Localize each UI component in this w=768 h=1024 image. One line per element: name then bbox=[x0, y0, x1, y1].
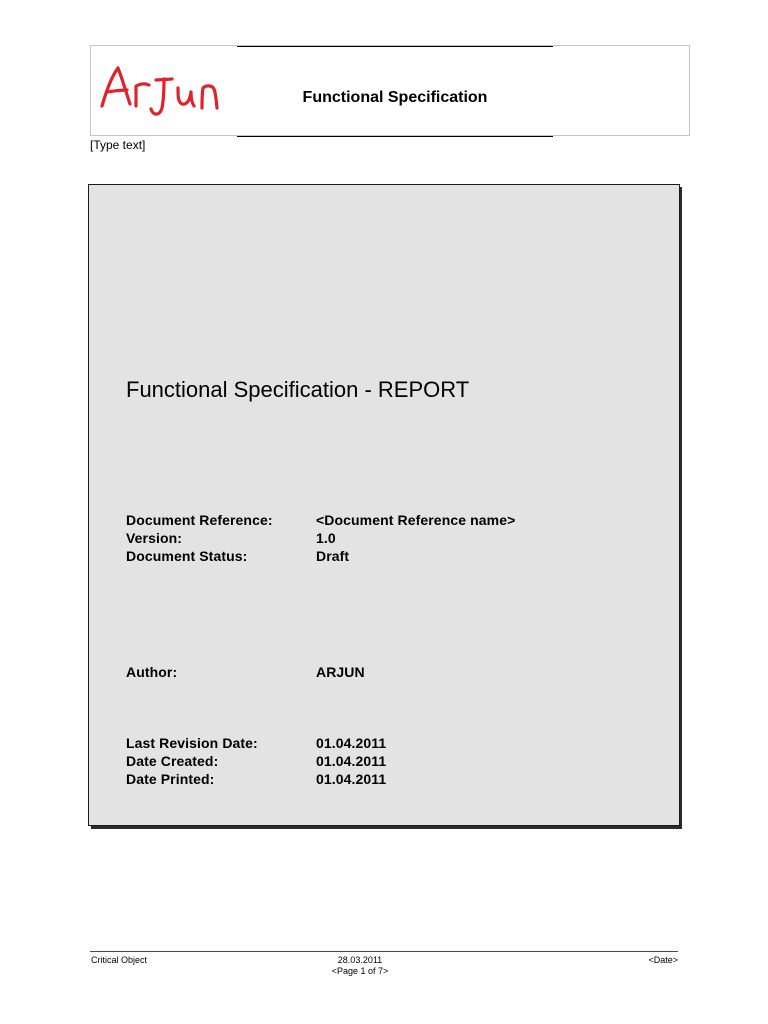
arjun-logo-signature bbox=[96, 58, 230, 128]
date-printed-value: 01.04.2011 bbox=[316, 771, 387, 787]
doc-reference-value: <Document Reference name> bbox=[316, 512, 516, 528]
footer-page-number: <Page 1 of 7> bbox=[331, 966, 389, 976]
cover-title: Functional Specification - REPORT bbox=[126, 377, 470, 402]
date-created-value: 01.04.2011 bbox=[316, 753, 387, 769]
date-printed-label: Date Printed: bbox=[126, 771, 215, 787]
doc-status-value: Draft bbox=[316, 548, 350, 564]
footer-right-text: <Date> bbox=[648, 955, 678, 965]
header-rule-bottom bbox=[237, 136, 553, 137]
version-value: 1.0 bbox=[316, 530, 336, 546]
footer-center bbox=[290, 955, 430, 977]
author-label: Author: bbox=[126, 664, 178, 680]
author-value: ARJUN bbox=[316, 664, 365, 680]
doc-reference-label: Document Reference: bbox=[126, 512, 273, 528]
doc-status-label: Document Status: bbox=[126, 548, 248, 564]
footer-date: 28.03.2011 bbox=[337, 955, 383, 965]
date-created-label: Date Created: bbox=[126, 753, 219, 769]
footer-left-text: Critical Object bbox=[91, 955, 148, 965]
header-title: Functional Specification bbox=[302, 89, 488, 106]
last-revision-date-label: Last Revision Date: bbox=[126, 735, 258, 751]
header-rule-top bbox=[237, 46, 553, 47]
cover-panel bbox=[88, 184, 680, 826]
version-label: Version: bbox=[126, 530, 183, 546]
footer-rule bbox=[90, 951, 678, 952]
header-placeholder-text[interactable]: [Type text] bbox=[90, 138, 146, 152]
last-revision-date-value: 01.04.2011 bbox=[316, 735, 387, 751]
